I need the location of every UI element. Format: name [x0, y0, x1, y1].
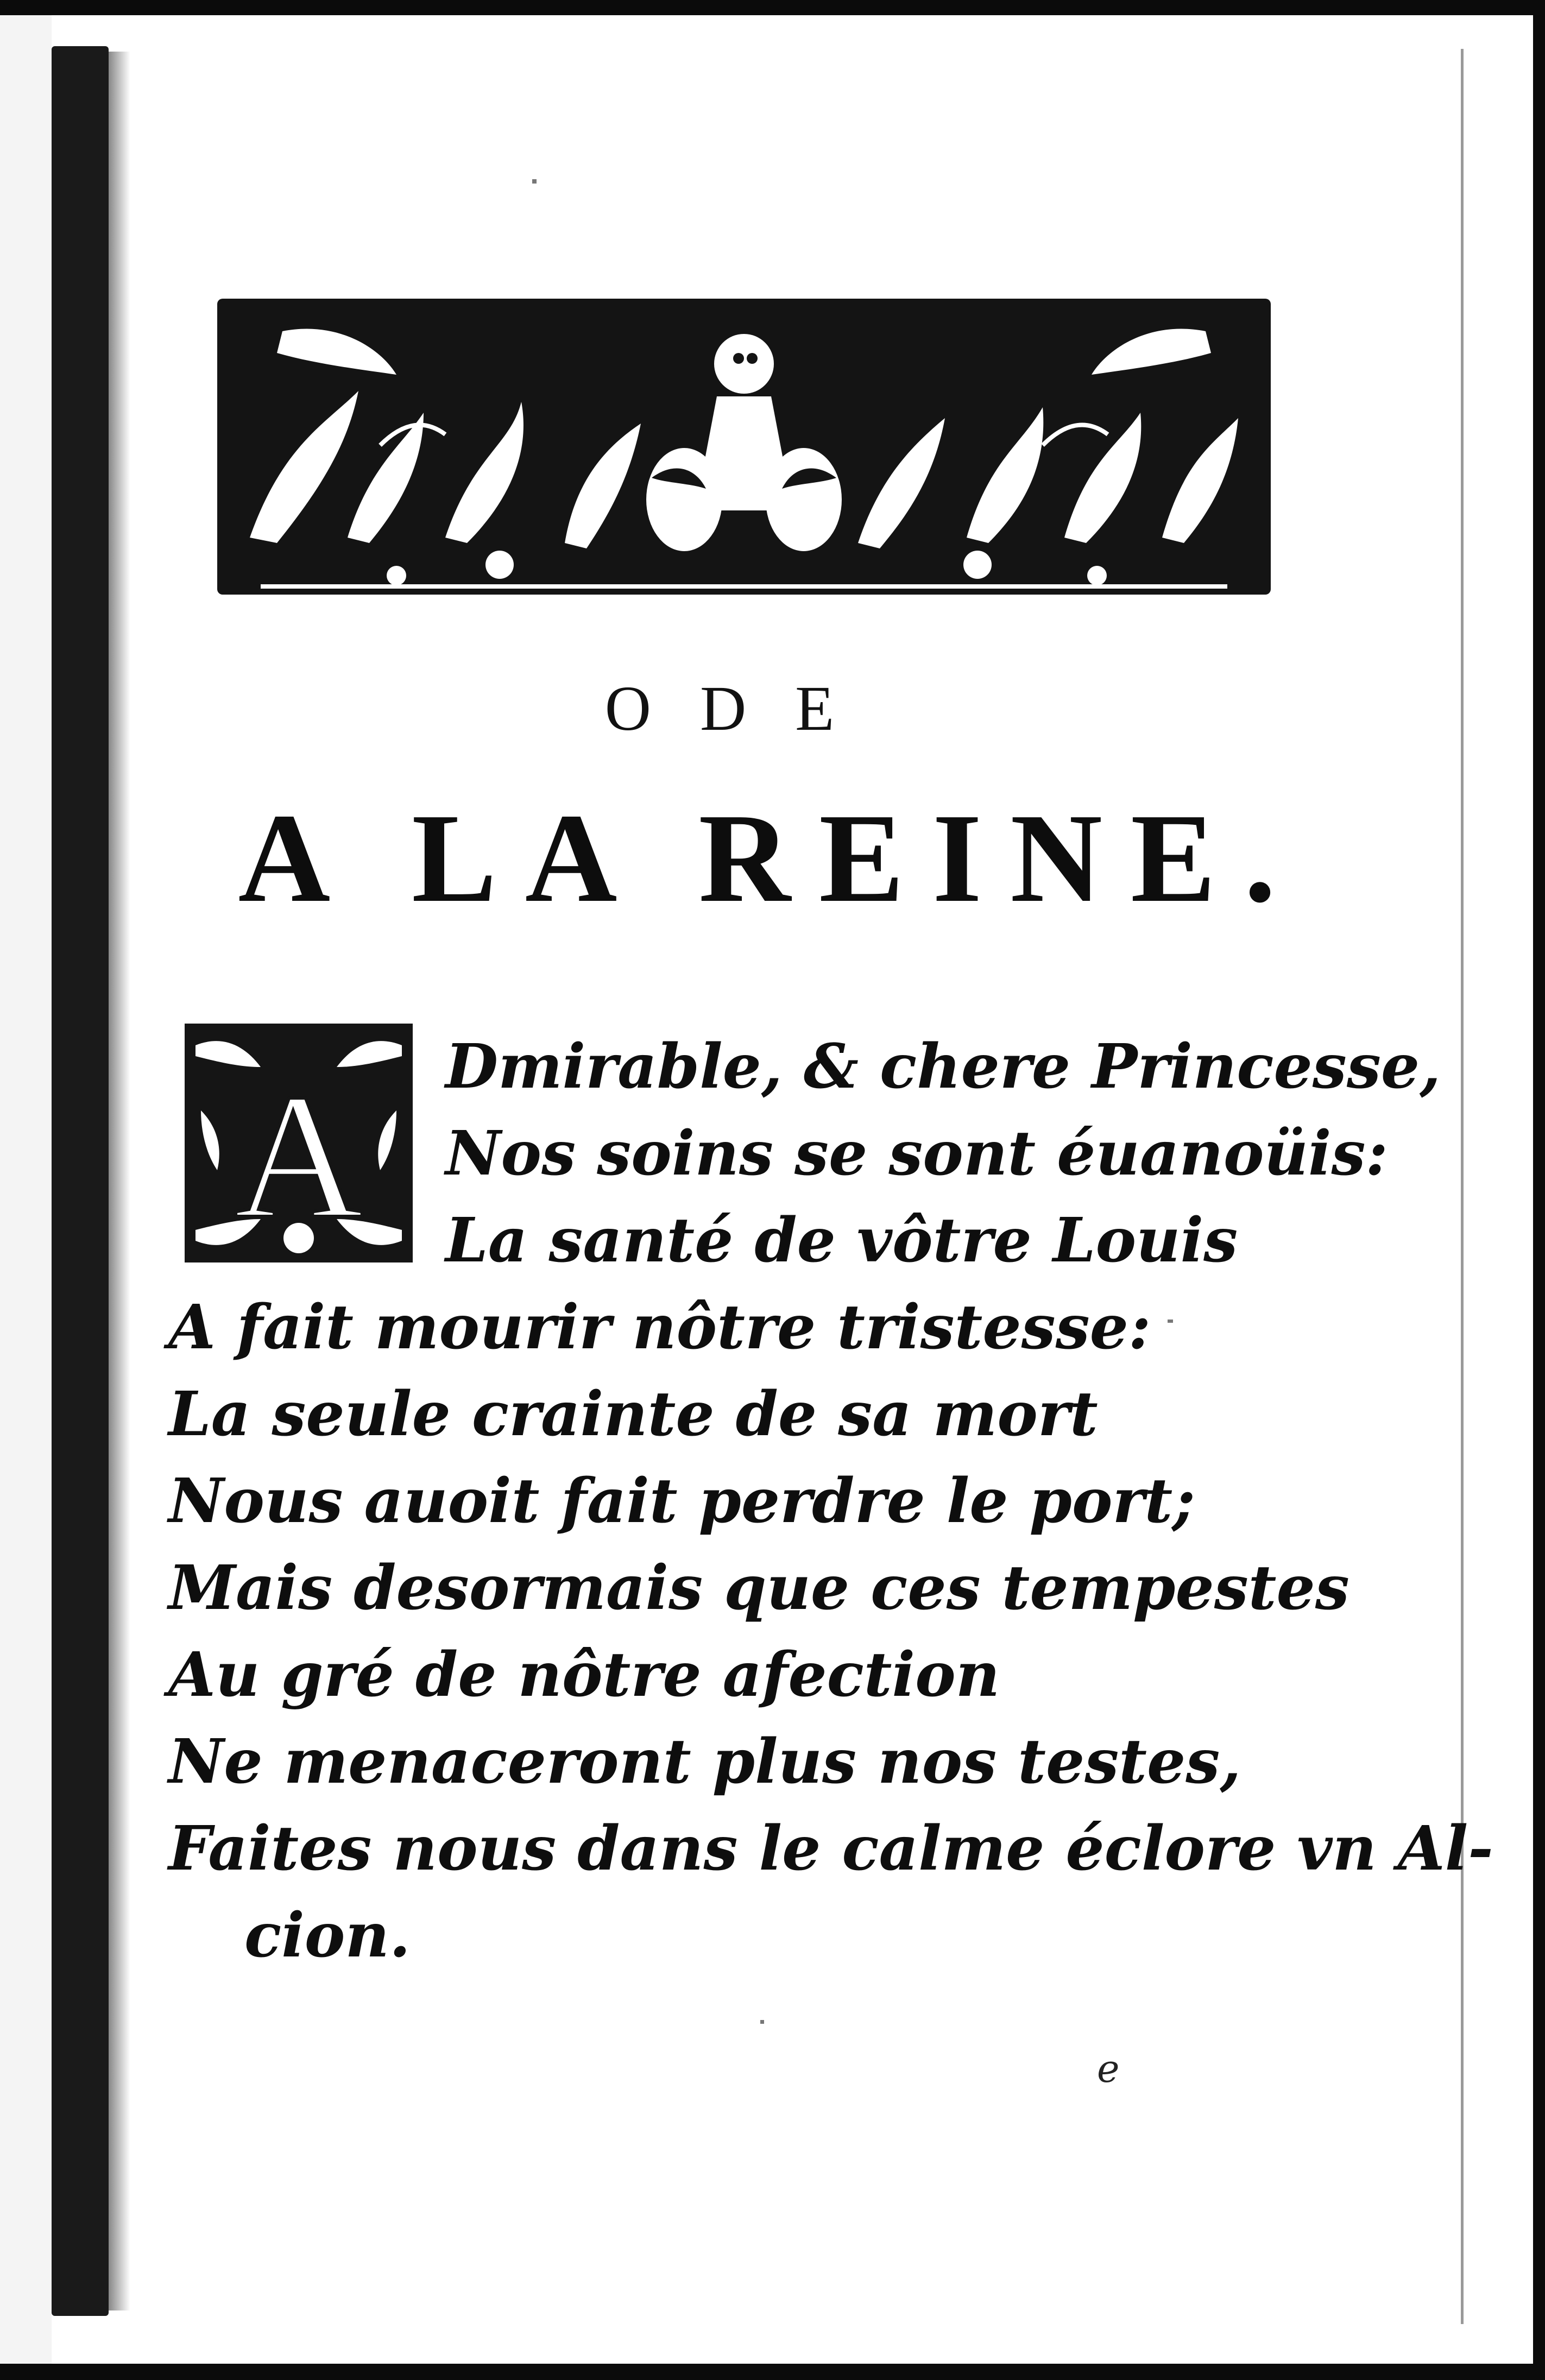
scan-speck: [760, 2020, 764, 2024]
verse-line-2: Nos soins se sont éuanoüis:: [445, 1118, 1388, 1189]
title-a-la-reine: A LA REINE.: [238, 787, 1304, 929]
verse-line-4: A fait mourir nôtre tristesse:: [168, 1292, 1151, 1363]
scan-frame-right: [1533, 0, 1545, 2380]
verse-line-9: Ne menaceront plus nos testes,: [168, 1726, 1241, 1797]
signature-mark: e: [1097, 2047, 1120, 2091]
verse-line-8: Au gré de nôtre afection: [168, 1639, 1000, 1710]
left-margin: [0, 15, 52, 2364]
verse-line-5: La seule crainte de sa mort: [168, 1379, 1098, 1450]
verse-line-7: Mais desormais que ces tempestes: [168, 1552, 1349, 1624]
scan-frame-top: [0, 0, 1545, 15]
title-ode: ODE: [604, 673, 884, 744]
headpiece-ornament-icon: [217, 282, 1271, 597]
drop-cap-initial: [185, 1024, 413, 1262]
page-edge-rule: [1461, 49, 1464, 2324]
binding-shadow: [109, 52, 130, 2310]
drop-cap-letter: A: [234, 1057, 364, 1255]
binding-edge: [52, 46, 109, 2316]
scan-frame-bottom: [0, 2364, 1545, 2380]
verse-line-11: cion.: [244, 1900, 411, 1971]
verse-line-1: Dmirable, & chere Princesse,: [445, 1031, 1441, 1102]
scan-speck: [1168, 1320, 1173, 1323]
verse-line-10: Faites nous dans le calme éclore vn Al-: [168, 1813, 1493, 1884]
scan-speck: [532, 179, 537, 184]
verse-line-6: Nous auoit fait perdre le port;: [168, 1466, 1195, 1537]
verse-line-3: La santé de vôtre Louis: [445, 1205, 1238, 1276]
